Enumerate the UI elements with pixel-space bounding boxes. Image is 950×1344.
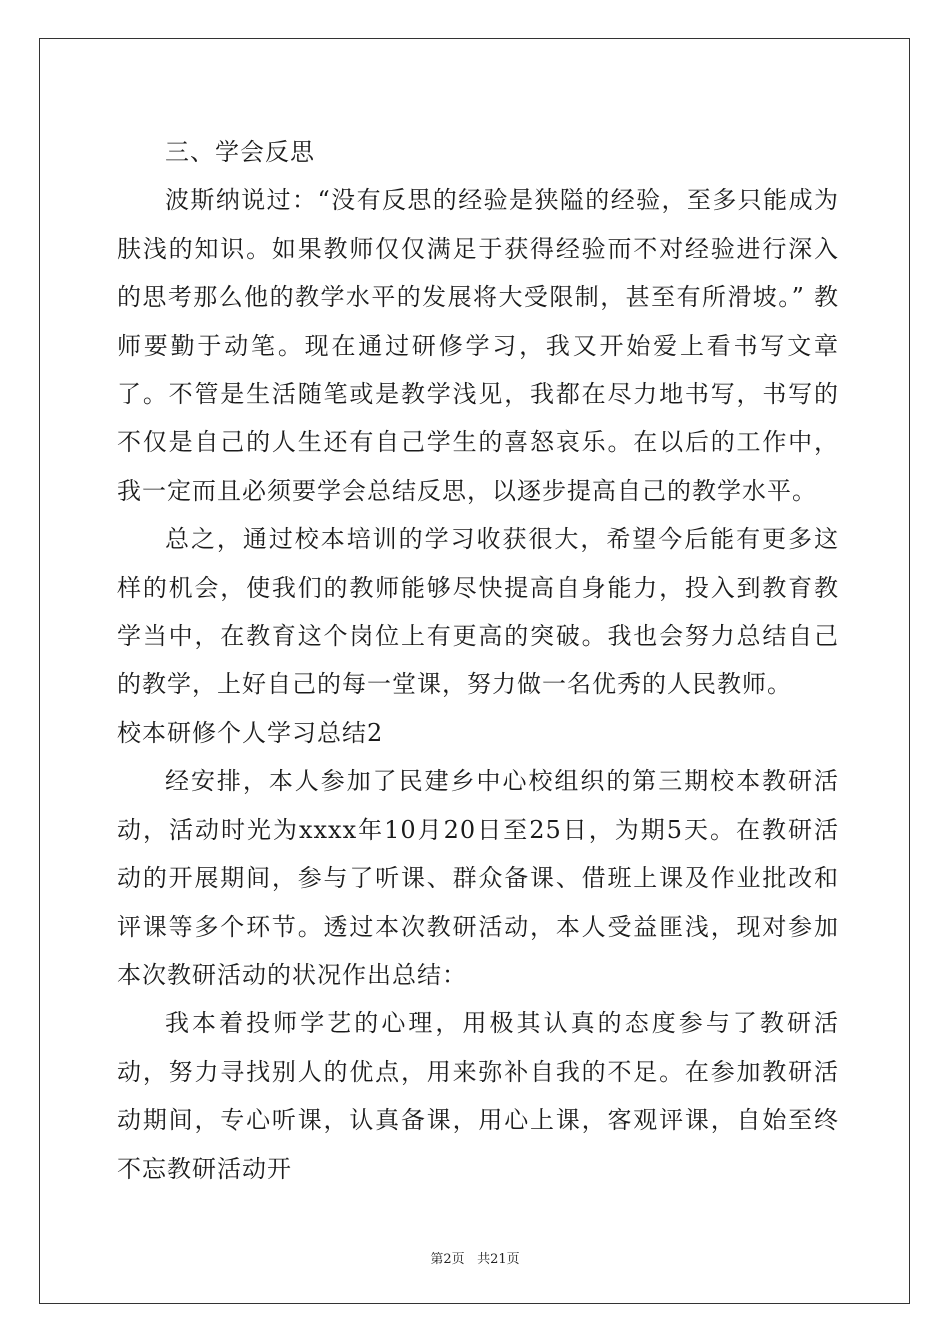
paragraph-attitude: 我本着投师学艺的心理，用极其认真的态度参与了教研活动，努力寻找别人的优点，用来弥补自我的不足。在参加教研活动期间，专心听课，认真备课，用心上课，客观评课，自始至终不忘教研活动开 <box>117 1009 839 1183</box>
paragraph-activity-intro: 经安排，本人参加了民建乡中心校组织的第三期校本教研活动，活动时光为xxxx年10月20日至25日，为期5天。在教研活动的开展期间，参与了听课、群众备课、借班上课及作业批改和评课等多个环节。透过本次教研活动，本人受益匪浅，现对参加本次教研活动的状况作出总结： <box>117 767 839 989</box>
page-footer <box>0 1248 950 1267</box>
page-total: 共21页 <box>477 1252 520 1267</box>
paragraph-reflection: 波斯纳说过：“没有反思的经验是狭隘的经验，至多只能成为肤浅的知识。如果教师仅仅满足于获得经验而不对经验进行深入的思考那么他的教学水平的发展将大受限制，甚至有所滑坡。” 教师要勤于动笔。现在通过研修学习，我又开始爱上看书写文章了。不管是生活随笔或是教学浅见，我都在尽力地书写，书写的不仅是自己的人生还有自己学生的喜怒哀乐。在以后的工作中，我一定而且必须要学会总结反思，以逐步提高自己的教学水平。 <box>117 186 839 505</box>
page-number: 第2页 <box>430 1252 465 1267</box>
paragraph-conclusion: 总之，通过校本培训的学习收获很大，希望今后能有更多这样的机会，使我们的教师能够尽快提高自身能力，投入到教育教学当中，在教育这个岗位上有更高的突破。我也会努力总结自己的教学，上好自己的每一堂课，努力做一名优秀的人民教师。 <box>117 525 839 699</box>
summary-title: 校本研修个人学习总结2 <box>117 718 384 747</box>
section-heading-reflection: 三、学会反思 <box>165 138 315 166</box>
document-body <box>117 128 839 1193</box>
